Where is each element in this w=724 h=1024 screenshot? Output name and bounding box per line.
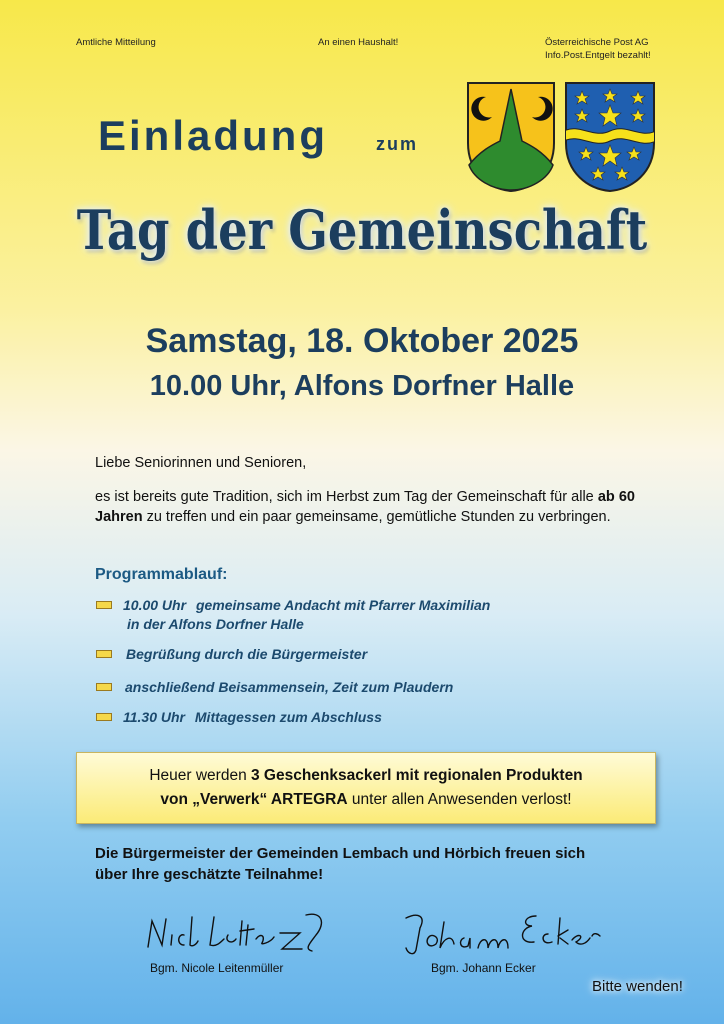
intro-age-highlight: ab 60 Jahren [95,489,635,525]
signature-name-2: Bgm. Johann Ecker [431,961,536,975]
invitation-word: Einladung [98,112,328,159]
postage-label [545,36,651,62]
program-item [96,645,367,664]
raffle-highlight: von „Verwerk“ ARTEGRA [160,791,348,808]
signature-nicole-leitenmueller [140,905,330,957]
bullet-icon [96,650,112,658]
postage-line-1: Österreichische Post AG [545,37,649,48]
official-notice-label: Amtliche Mitteilung [76,37,156,48]
program-text-continued: in der Alfons Dorfner Halle [127,616,304,632]
event-title: Tag der Gemeinschaft [76,198,648,262]
program-text: anschließend Beisammensein, Zeit zum Plaudern [125,679,454,695]
closing-line-1: Die Bürgermeister der Gemeinden Lembach und Hörbich freuen sich [95,845,586,862]
household-label: An einen Haushalt! [318,37,399,48]
hoerbich-coat-of-arms-icon [564,81,656,193]
program-item [96,678,453,697]
program-time: 11.30 Uhr [123,709,185,725]
program-text: Begrüßung durch die Bürgermeister [126,646,368,662]
program-item [96,708,382,727]
closing-line-2: über Ihre geschätzte Teilnahme! [95,866,324,883]
bullet-icon [96,713,112,721]
raffle-notice-line-1 [77,767,655,785]
closing-statement [95,843,655,885]
bullet-icon [96,683,112,691]
raffle-text: Heuer werden [149,767,247,784]
raffle-highlight: 3 Geschenksackerl mit regionalen Produkten [251,767,583,784]
lembach-coat-of-arms-icon [466,81,556,193]
event-date: Samstag, 18. Oktober 2025 [145,322,579,360]
postage-line-2: Info.Post.Entgelt bezahlt! [545,50,651,61]
event-time-place: 10.00 Uhr, Alfons Dorfner Halle [149,370,575,402]
turn-over-note: Bitte wenden! [592,978,683,995]
raffle-notice-box [76,752,656,824]
program-text: gemeinsame Andacht mit Pfarrer Maximilian [195,597,491,613]
program-text: Mittagessen zum Abschluss [194,709,382,725]
signature-name-1: Bgm. Nicole Leitenmüller [150,961,284,975]
bullet-icon [96,601,112,609]
program-heading: Programmablauf: [95,566,228,583]
raffle-text: unter allen Anwesenden verlost! [351,791,572,808]
signature-johann-ecker [400,908,605,960]
greeting: Liebe Seniorinnen und Senioren, [95,455,307,471]
zum-word: zum [376,134,418,154]
program-item [96,596,490,634]
intro-paragraph [95,487,635,527]
program-time: 10.00 Uhr [123,597,187,613]
intro-text-2: zu treffen und ein paar gemeinsame, gemütliche Stunden zu verbringen. [146,509,611,525]
raffle-notice-line-2 [77,791,655,809]
intro-text-1: es ist bereits gute Tradition, sich im Herbst zum Tag der Gemeinschaft für alle [95,489,594,505]
